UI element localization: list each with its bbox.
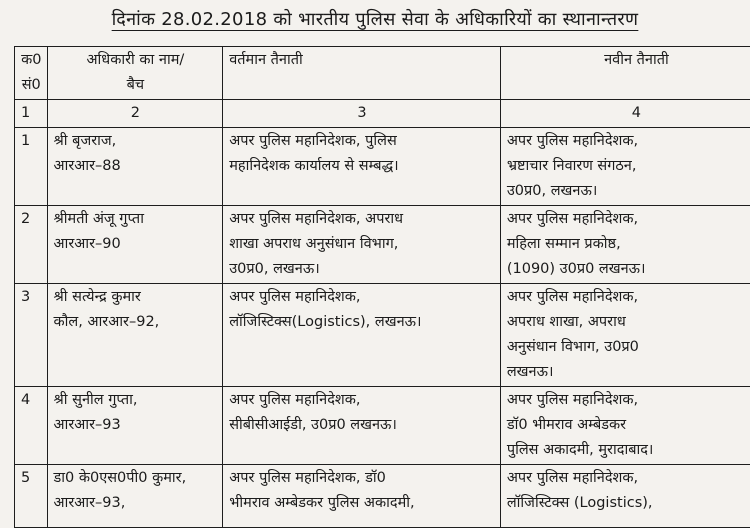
serial-cell: 1 [15,128,48,206]
officer-cell [47,284,223,387]
posting-line: उ0प्र0, लखनऊ। [507,179,750,204]
current-posting-cell [223,128,501,206]
table-row [15,128,750,206]
posting-line: अपर पुलिस महानिदेशक, [229,388,495,413]
column-number-row [15,100,750,128]
posting-line: अपराध शाखा, अपराध [507,310,750,335]
table-row [15,387,750,465]
posting-line: भ्रष्टाचार निवारण संगठन, [507,154,750,179]
posting-line: पुलिस अकादमी, मुरादाबाद। [507,438,750,463]
name-header-line: अधिकारी का नाम/ [54,48,218,73]
new-posting-cell [500,387,750,465]
posting-line: लखनऊ। [507,360,750,385]
header-row [15,47,750,100]
posting-line: महिला सम्मान प्रकोष्ठ, [507,232,750,257]
officer-cell [47,206,223,284]
officer-line: आरआर–88 [54,154,218,179]
name-header [47,47,223,100]
officer-cell [47,387,223,465]
officer-line: डा0 के0एस0पी0 कुमार, [54,466,218,491]
officer-cell [47,128,223,206]
officer-line: श्री सुनील गुप्ता, [54,388,218,413]
serial-cell: 2 [15,206,48,284]
current-posting-cell [223,465,501,528]
new-posting-cell [500,206,750,284]
officer-cell [47,465,223,528]
posting-line: लॉजिस्टिक्स(Logistics), लखनऊ। [229,310,495,335]
posting-line: अपर पुलिस महानिदेशक, पुलिस [229,129,495,154]
column-number: 4 [500,100,750,128]
posting-line: अपर पुलिस महानिदेशक, [507,129,750,154]
posting-line: अपर पुलिस महानिदेशक, अपराध [229,207,495,232]
officer-line: श्रीमती अंजू गुप्ता [54,207,218,232]
current-posting-cell [223,206,501,284]
column-number: 3 [223,100,501,128]
document-title: दिनांक 28.02.2018 को भारतीय पुलिस सेवा के अधिकारियों का स्थानान्तरण [0,0,750,44]
posting-line: अपर पुलिस महानिदेशक, डॉ0 [229,466,495,491]
posting-line: लॉजिस्टिक्स (Logistics), [507,491,750,516]
posting-line: अपर पुलिस महानिदेशक, [507,466,750,491]
serial-header [15,47,48,100]
posting-line: अपर पुलिस महानिदेशक, [507,285,750,310]
posting-line: अपर पुलिस महानिदेशक, [229,285,495,310]
new-posting-cell [500,465,750,528]
posting-line: उ0प्र0, लखनऊ। [229,257,495,282]
officer-line: श्री बृजराज, [54,129,218,154]
serial-cell: 5 [15,465,48,528]
serial-header-line: सं0 [21,73,42,98]
posting-line: सीबीसीआईडी, उ0प्र0 लखनऊ। [229,413,495,438]
posting-line: डॉ0 भीमराव अम्बेडकर [507,413,750,438]
posting-line: शाखा अपराध अनुसंधान विभाग, [229,232,495,257]
posting-line: अपर पुलिस महानिदेशक, [507,207,750,232]
posting-line: (1090) उ0प्र0 लखनऊ। [507,257,750,282]
officer-line: आरआर–93 [54,413,218,438]
current-posting-cell [223,284,501,387]
current-posting-header: वर्तमान तैनाती [223,47,501,100]
column-number: 1 [15,100,48,128]
officer-line: कौल, आरआर–92, [54,310,218,335]
posting-line: अनुसंधान विभाग, उ0प्र0 [507,335,750,360]
posting-line: महानिदेशक कार्यालय से सम्बद्ध। [229,154,495,179]
new-posting-header: नवीन तैनाती [500,47,750,100]
transfer-table [14,46,750,528]
column-number: 2 [47,100,223,128]
name-header-line: बैच [54,73,218,98]
serial-cell: 4 [15,387,48,465]
table-row [15,206,750,284]
table-row [15,465,750,528]
current-posting-cell [223,387,501,465]
serial-header-line: क0 [21,48,42,73]
officer-line: आरआर–90 [54,232,218,257]
table-row [15,284,750,387]
posting-line: अपर पुलिस महानिदेशक, [507,388,750,413]
new-posting-cell [500,128,750,206]
officer-line: श्री सत्येन्द्र कुमार [54,285,218,310]
officer-line: आरआर–93, [54,491,218,516]
serial-cell: 3 [15,284,48,387]
posting-line: भीमराव अम्बेडकर पुलिस अकादमी, [229,491,495,516]
new-posting-cell [500,284,750,387]
